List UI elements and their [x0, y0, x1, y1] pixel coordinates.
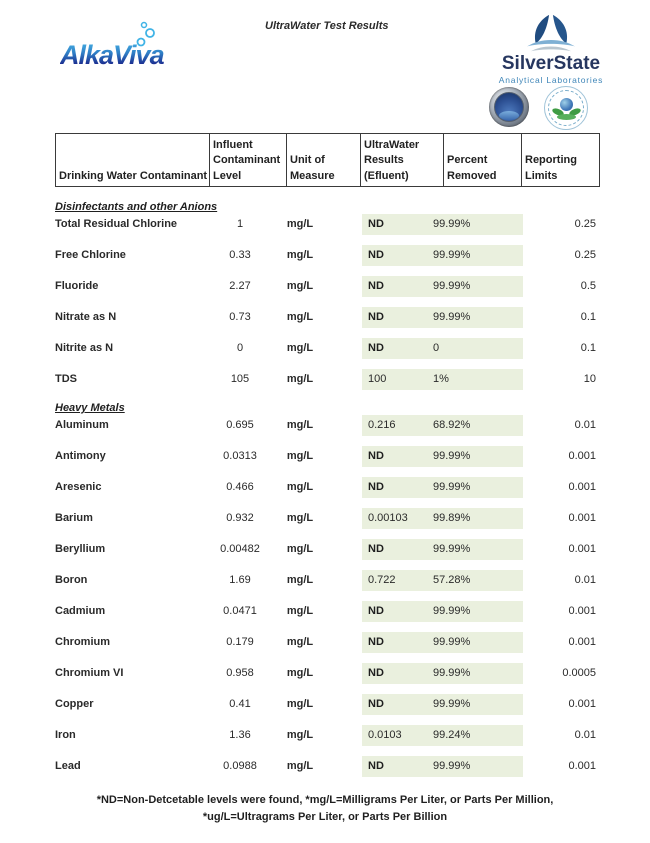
cell-unit: mg/L	[286, 574, 314, 586]
cell-result: ND	[368, 249, 384, 261]
silverstate-logo	[478, 12, 624, 87]
cell-percent-removed: 99.99%	[433, 605, 471, 617]
cell-influent-level: 0.695	[226, 419, 254, 431]
result-highlight-band	[362, 601, 523, 622]
cell-influent-level: 0.179	[226, 636, 254, 648]
cell-influent-level: 1	[236, 218, 244, 230]
cell-percent-removed: 99.99%	[433, 698, 471, 710]
footnote-line-1: *ND=Non-Detcetable levels were found, *mg/L=Milligrams Per Liter, or Parts Per Million,	[96, 794, 554, 806]
silverstate-emblem-icon	[523, 12, 579, 56]
cell-influent-level: 0.73	[229, 311, 251, 323]
table-row	[55, 570, 600, 601]
cell-unit: mg/L	[286, 218, 314, 230]
footnote-line-2: *ug/L=Ultragrams Per Liter, or Parts Per Billion	[202, 811, 448, 823]
cell-result: ND	[368, 342, 384, 354]
cell-influent-level: 2.27	[229, 280, 251, 292]
cell-influent-level: 0	[236, 342, 244, 354]
cell-percent-removed: 99.99%	[433, 481, 471, 493]
seal-water-icon	[499, 111, 519, 120]
cell-result: ND	[368, 698, 384, 710]
cell-reporting-limit: 0.1	[580, 342, 596, 354]
cell-reporting-limit: 0.25	[574, 218, 596, 230]
table-row	[55, 307, 600, 338]
section-heading: Heavy Metals	[55, 402, 125, 414]
cell-result: ND	[368, 280, 384, 292]
cell-reporting-limit: 10	[583, 373, 596, 385]
cell-unit: mg/L	[286, 667, 314, 679]
result-highlight-band	[362, 756, 523, 777]
table-row	[55, 214, 600, 245]
cell-reporting-limit: 0.001	[568, 636, 596, 648]
cell-contaminant: Nitrite as N	[55, 342, 114, 354]
cell-unit: mg/L	[286, 729, 314, 741]
cell-reporting-limit: 0.001	[568, 512, 596, 524]
cell-unit: mg/L	[286, 512, 314, 524]
cell-percent-removed: 99.89%	[433, 512, 471, 524]
result-highlight-band	[362, 570, 523, 591]
cell-contaminant: Barium	[55, 512, 93, 524]
cell-unit: mg/L	[286, 311, 314, 323]
cell-percent-removed: 57.28%	[433, 574, 471, 586]
result-highlight-band	[362, 338, 523, 359]
cell-result: ND	[368, 311, 384, 323]
cell-contaminant: TDS	[55, 373, 77, 385]
column-header-influent-level: Influent Contaminant Level	[210, 134, 287, 186]
cell-result: 0.00103	[368, 512, 408, 524]
cell-unit: mg/L	[286, 342, 314, 354]
cell-contaminant: Chromium	[55, 636, 110, 648]
table-row	[55, 663, 600, 694]
cell-contaminant: Cadmium	[55, 605, 106, 617]
cell-influent-level: 0.0471	[223, 605, 257, 617]
cell-reporting-limit: 0.1	[580, 311, 596, 323]
cell-reporting-limit: 0.01	[574, 419, 596, 431]
cell-influent-level: 0.0313	[223, 450, 257, 462]
table-row	[55, 508, 600, 539]
cell-result: ND	[368, 481, 384, 493]
cell-contaminant: Aluminum	[55, 419, 109, 431]
cell-influent-level: 105	[230, 373, 250, 385]
alkaviva-logo	[58, 20, 228, 86]
cell-result: ND	[368, 605, 384, 617]
footnotes	[0, 792, 650, 826]
cell-unit: mg/L	[286, 760, 314, 772]
cell-reporting-limit: 0.001	[568, 760, 596, 772]
cell-result: ND	[368, 760, 384, 772]
cell-reporting-limit: 0.001	[568, 543, 596, 555]
result-highlight-band	[362, 276, 523, 297]
result-highlight-band	[362, 477, 523, 498]
cell-influent-level: 0.0988	[223, 760, 257, 772]
cell-influent-level: 1.69	[229, 574, 251, 586]
cell-unit: mg/L	[286, 481, 314, 493]
cell-result: 0.722	[368, 574, 396, 586]
cell-reporting-limit: 0.5	[580, 280, 596, 292]
result-highlight-band	[362, 632, 523, 653]
cell-contaminant: Beryllium	[55, 543, 106, 555]
result-highlight-band	[362, 725, 523, 746]
cell-influent-level: 0.33	[229, 249, 251, 261]
cell-unit: mg/L	[286, 605, 314, 617]
cell-unit: mg/L	[286, 280, 314, 292]
cell-contaminant: Antimony	[55, 450, 106, 462]
table-row	[55, 725, 600, 756]
table-row	[55, 446, 600, 477]
column-header-reporting-limits: Reporting Limits	[525, 154, 577, 182]
table-row	[55, 477, 600, 508]
table-header-row	[55, 133, 600, 187]
cell-contaminant: Total Residual Chlorine	[55, 218, 178, 230]
result-highlight-band	[362, 307, 523, 328]
silverstate-name: SilverState	[501, 53, 601, 74]
cell-contaminant: Boron	[55, 574, 88, 586]
cell-contaminant: Chromium VI	[55, 667, 124, 679]
cell-reporting-limit: 0.25	[574, 249, 596, 261]
cell-contaminant: Copper	[55, 698, 94, 710]
result-highlight-band	[362, 245, 523, 266]
cell-result: 100	[368, 373, 387, 385]
cell-influent-level: 1.36	[229, 729, 251, 741]
cell-percent-removed: 99.99%	[433, 636, 471, 648]
cell-influent-level: 0.958	[226, 667, 254, 679]
column-header-results: UltraWater Results (Efluent)	[361, 134, 444, 186]
cell-percent-removed: 99.99%	[433, 760, 471, 772]
table-row	[55, 632, 600, 663]
result-highlight-band	[362, 214, 523, 235]
cell-unit: mg/L	[286, 373, 314, 385]
table-row	[55, 415, 600, 446]
section-heading: Disinfectants and other Anions	[55, 201, 218, 213]
cell-unit: mg/L	[286, 450, 314, 462]
alkaviva-wordmark	[60, 40, 164, 71]
cell-percent-removed: 99.99%	[433, 450, 471, 462]
silverstate-subtitle: Analytical Laboratories	[498, 75, 604, 85]
cell-contaminant: Fluoride	[55, 280, 99, 292]
column-header-percent-removed: Percent Removed	[444, 134, 522, 186]
cell-contaminant: Aresenic	[55, 481, 102, 493]
cell-reporting-limit: 0.001	[568, 605, 596, 617]
cell-percent-removed: 99.99%	[433, 249, 471, 261]
cell-reporting-limit: 0.001	[568, 698, 596, 710]
table-body	[55, 196, 600, 787]
alkaviva-wordmark-part1: Alka	[60, 40, 114, 70]
cell-percent-removed: 99.99%	[433, 667, 471, 679]
cell-percent-removed: 99.99%	[433, 311, 471, 323]
cell-influent-level: 0.932	[226, 512, 254, 524]
cell-percent-removed: 68.92%	[433, 419, 471, 431]
cell-percent-removed: 99.24%	[433, 729, 471, 741]
cell-unit: mg/L	[286, 419, 314, 431]
cell-unit: mg/L	[286, 249, 314, 261]
cell-contaminant: Lead	[55, 760, 81, 772]
result-highlight-band	[362, 446, 523, 467]
table-row	[55, 694, 600, 725]
cell-reporting-limit: 0.0005	[562, 667, 596, 679]
result-highlight-band	[362, 663, 523, 684]
cell-result: ND	[368, 636, 384, 648]
cell-unit: mg/L	[286, 543, 314, 555]
table-row	[55, 369, 600, 400]
page-title: UltraWater Test Results	[265, 20, 389, 32]
table-row	[55, 756, 600, 787]
column-header-contaminant: Drinking Water Contaminant	[56, 134, 210, 186]
table-row	[55, 539, 600, 570]
cell-percent-removed: 99.99%	[433, 280, 471, 292]
result-highlight-band	[362, 369, 523, 390]
cell-percent-removed: 0	[433, 342, 440, 354]
result-highlight-band	[362, 508, 523, 529]
cell-influent-level: 0.00482	[220, 543, 260, 555]
cell-influent-level: 0.41	[229, 698, 251, 710]
cell-influent-level: 0.466	[226, 481, 254, 493]
cell-contaminant: Nitrate as N	[55, 311, 117, 323]
cell-contaminant: Free Chlorine	[55, 249, 126, 261]
cell-percent-removed: 99.99%	[433, 218, 471, 230]
cell-result: ND	[368, 543, 384, 555]
cell-percent-removed: 99.99%	[433, 543, 471, 555]
result-highlight-band	[362, 415, 523, 436]
column-header-unit: Unit of Measure	[287, 134, 361, 186]
table-row	[55, 245, 600, 276]
cell-reporting-limit: 0.001	[568, 481, 596, 493]
cell-percent-removed: 1%	[433, 373, 449, 385]
cell-unit: mg/L	[286, 636, 314, 648]
cell-result: 0.0103	[368, 729, 402, 741]
epa-globe-icon	[560, 98, 573, 111]
cell-result: ND	[368, 667, 384, 679]
cell-result: ND	[368, 450, 384, 462]
certification-seal-badge	[489, 87, 529, 127]
cell-reporting-limit: 0.01	[574, 574, 596, 586]
cell-reporting-limit: 0.01	[574, 729, 596, 741]
epa-laurel-icon	[557, 114, 576, 120]
cell-result: 0.216	[368, 419, 396, 431]
result-highlight-band	[362, 694, 523, 715]
alkaviva-wordmark-part2: Viva	[113, 40, 164, 70]
cell-unit: mg/L	[286, 698, 314, 710]
table-row	[55, 601, 600, 632]
cell-reporting-limit: 0.001	[568, 450, 596, 462]
table-row	[55, 338, 600, 369]
epa-badge	[544, 86, 588, 130]
result-highlight-band	[362, 539, 523, 560]
cell-contaminant: Iron	[55, 729, 76, 741]
cell-result: ND	[368, 218, 384, 230]
table-row	[55, 276, 600, 307]
